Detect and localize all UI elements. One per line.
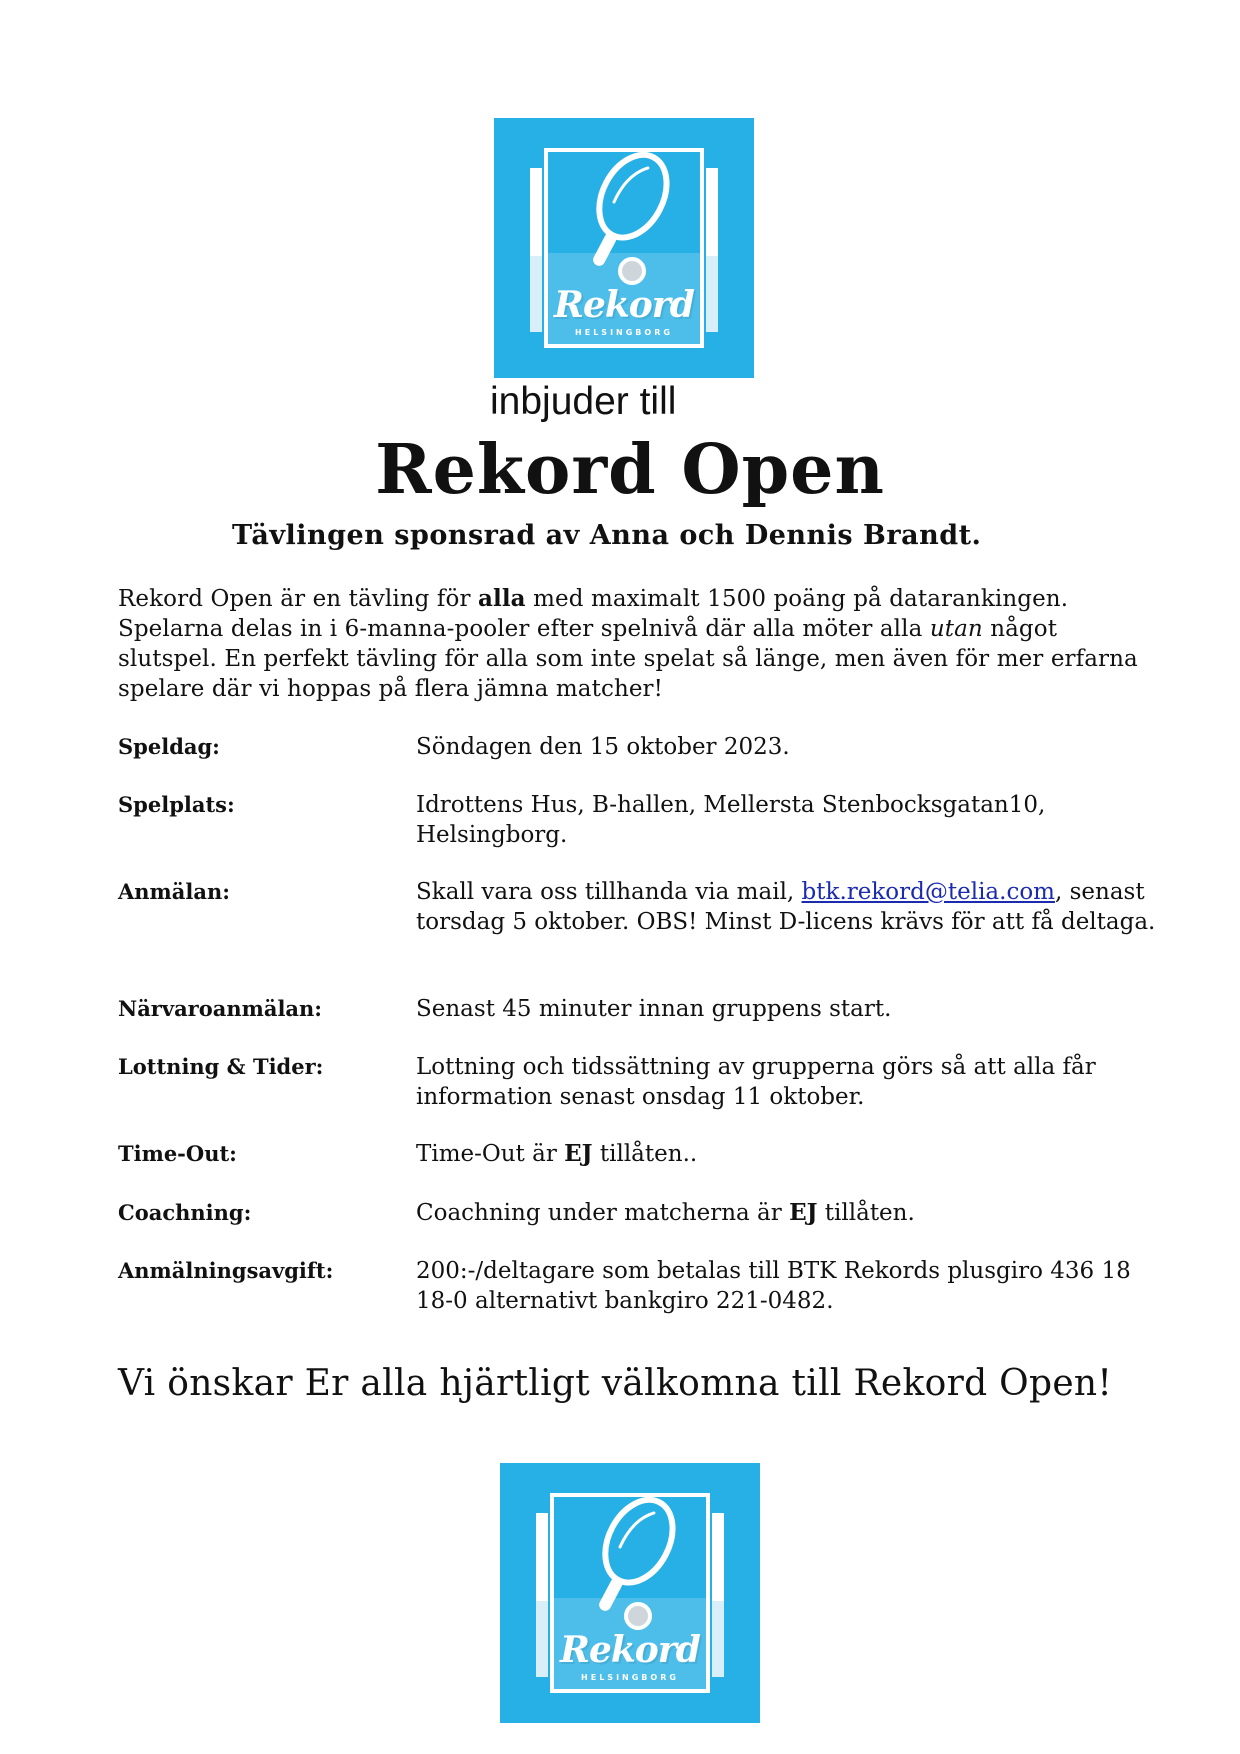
anmalan-text-post: , senast torsdag 5 oktober. OBS! Minst D-licens krävs för att få deltaga. (416, 879, 1156, 935)
detail-label: Time-Out: (118, 1141, 237, 1166)
timeout-bold: EJ (564, 1140, 593, 1167)
intro-italic-utan: utan (929, 616, 983, 642)
sponsor-subtitle: Tävlingen sponsrad av Anna och Dennis Brandt. (232, 520, 982, 551)
detail-value (416, 1139, 1156, 1169)
anmalan-text-pre: Skall vara oss tillhanda via mail, (416, 879, 802, 905)
coachning-text-pre: Coachning under matcherna är (416, 1200, 790, 1226)
detail-value: Idrottens Hus, B-hallen, Mellersta Stenbocksgatan10, Helsingborg. (416, 792, 1046, 848)
detail-label: Anmälningsavgift: (118, 1258, 334, 1283)
detail-label: Speldag: (118, 734, 220, 759)
detail-value: 200:-/deltagare som betalas till BTK Rekords plusgiro 436 18 18-0 alternativt bankgiro 221-0482. (416, 1258, 1131, 1314)
detail-value: Lottning och tidssättning av grupperna görs så att alla får information senast onsdag 11 oktober. (416, 1054, 1096, 1110)
table-tennis-paddle-icon (500, 1463, 760, 1723)
coachning-bold: EJ (789, 1199, 818, 1226)
intro-bold-alla: alla (477, 585, 526, 612)
detail-value: Söndagen den 15 oktober 2023. (416, 734, 790, 760)
intro-text-2: med maximalt 1500 poäng på datarankingen. Spelarna delas in i 6-manna-pooler efter spelnivå där alla möter alla (118, 586, 1069, 642)
detail-label: Lottning & Tider: (118, 1054, 324, 1079)
detail-label: Spelplats: (118, 792, 235, 817)
timeout-text-pre: Time-Out är (416, 1141, 565, 1167)
page-title: Rekord Open (375, 430, 885, 510)
detail-value: Senast 45 minuter innan gruppens start. (416, 996, 892, 1022)
invite-line: inbjuder till (490, 380, 677, 423)
email-link[interactable]: btk.rekord@telia.com (801, 879, 1055, 905)
timeout-text-post: tillåten.. (592, 1141, 698, 1167)
coachning-text-post: tillåten. (817, 1200, 915, 1226)
detail-label: Anmälan: (118, 879, 230, 904)
intro-text-3: något slutspel. En perfekt tävling för alla som inte spelat så länge, men även för mer erfarna spelare där vi hoppas på flera jämna matcher! (118, 616, 1138, 702)
logo-city: HELSINGBORG (575, 328, 673, 337)
rekord-logo-bottom (500, 1463, 760, 1723)
detail-label: Närvaroanmälan: (118, 996, 323, 1021)
closing-welcome: Vi önskar Er alla hjärtligt välkomna till Rekord Open! (118, 1363, 1113, 1404)
rekord-logo-top (494, 118, 754, 378)
table-tennis-paddle-icon (494, 118, 754, 378)
detail-value (416, 1198, 1156, 1228)
logo-city: HELSINGBORG (581, 1673, 679, 1682)
logo-wordmark: Rekord (560, 1629, 700, 1671)
logo-wordmark: Rekord (554, 284, 694, 326)
intro-text-1: Rekord Open är en tävling för (118, 586, 478, 612)
intro-paragraph (118, 584, 1148, 704)
detail-value (416, 877, 1156, 937)
detail-label: Coachning: (118, 1200, 252, 1225)
